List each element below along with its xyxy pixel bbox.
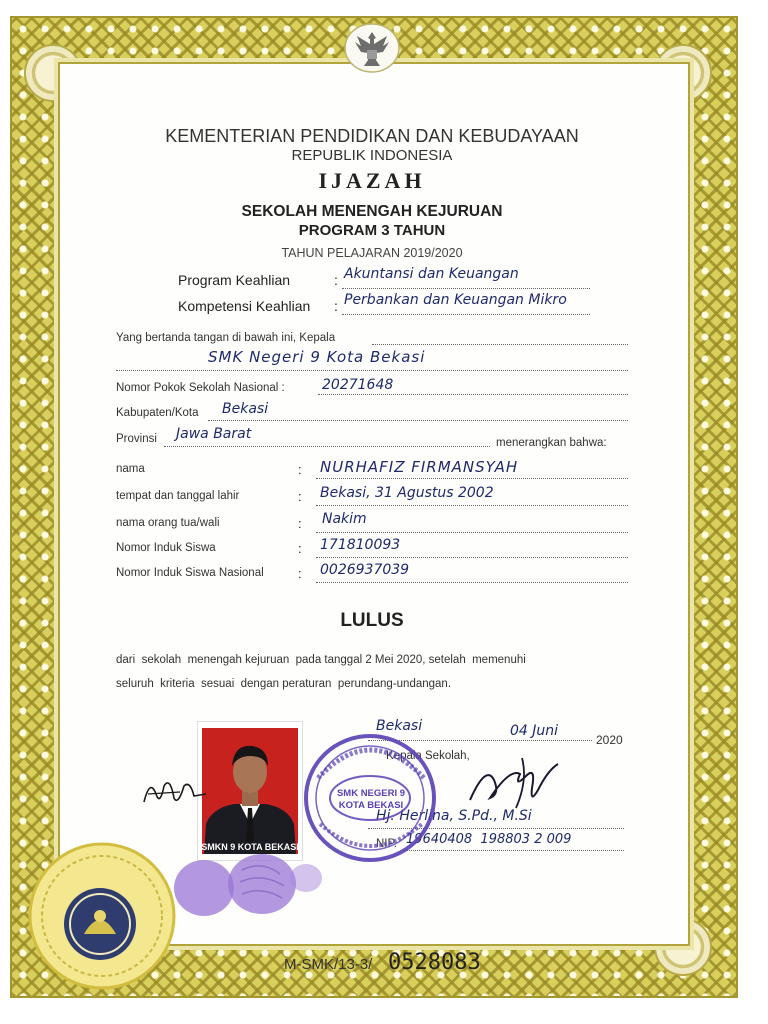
student-name-value: NURHAFIZ FIRMANSYAH xyxy=(320,458,519,476)
program-duration: PROGRAM 3 TAHUN xyxy=(298,222,446,239)
nis-value: 171810093 xyxy=(320,537,401,553)
photo-caption: SMKN 9 KOTA BEKASI xyxy=(201,842,299,852)
field-colon: : xyxy=(334,298,338,314)
birth-value: Bekasi, 31 Agustus 2002 xyxy=(320,485,494,501)
stamp-text-line1: SMK NEGERI 9 xyxy=(336,788,406,799)
dotted-line xyxy=(316,532,628,533)
dotted-line xyxy=(116,370,628,371)
principal-name: Hj. Herlina, S.Pd., M.Si xyxy=(376,808,532,824)
field-colon: : xyxy=(298,462,302,477)
student-portrait-icon xyxy=(202,728,298,854)
npsn-value: 20271648 xyxy=(322,377,394,393)
provinsi-value: Jawa Barat xyxy=(176,426,252,442)
stamp-text-line2: KOTA BEKASI xyxy=(338,800,404,811)
school-stamp xyxy=(300,728,448,870)
serial-number: 0528083 xyxy=(388,950,481,975)
academic-year: TAHUN PELAJARAN 2019/2020 xyxy=(281,246,463,260)
hologram-seal xyxy=(28,842,176,990)
nip-label: NIP. xyxy=(376,838,397,850)
parent-value: Nakim xyxy=(322,511,367,527)
serial-prefix: M-SMK/13-3/ xyxy=(284,956,373,973)
nisn-value: 0026937039 xyxy=(320,562,410,578)
dotted-line xyxy=(372,344,628,345)
result-statement-line2: seluruh kriteria sesuai dengan peraturan perundang-undangan. xyxy=(116,678,452,690)
field-colon: : xyxy=(298,566,302,581)
kabupaten-value: Bekasi xyxy=(222,401,269,417)
parent-label: nama orang tua/wali xyxy=(116,517,220,529)
provinsi-label: Provinsi xyxy=(116,433,157,445)
field-colon: : xyxy=(298,516,302,531)
graduation-status: LULUS xyxy=(340,610,404,631)
dotted-line xyxy=(208,420,628,421)
field-colon: : xyxy=(298,489,302,504)
signature-year: 2020 xyxy=(596,733,623,747)
principal-signature xyxy=(462,754,562,812)
country-name: REPUBLIK INDONESIA xyxy=(291,147,453,164)
school-name: SMK Negeri 9 Kota Bekasi xyxy=(208,348,426,366)
program-keahlian-label: Program Keahlian xyxy=(178,272,291,288)
dotted-line xyxy=(318,394,628,395)
result-statement-line1: dari sekolah menengah kejuruan pada tanggal 2 Mei 2020, setelah memenuhi xyxy=(116,654,526,666)
birth-label: tempat dan tanggal lahir xyxy=(116,490,240,502)
ministry-name: KEMENTERIAN PENDIDIKAN DAN KEBUDAYAAN xyxy=(165,126,579,146)
nisn-label: Nomor Induk Siswa Nasional xyxy=(116,567,264,579)
school-type: SEKOLAH MENENGAH KEJURUAN xyxy=(241,203,503,220)
signature-date: 04 Juni xyxy=(510,723,559,739)
dotted-line xyxy=(316,505,628,506)
dotted-line xyxy=(164,446,490,447)
program-keahlian-value: Akuntansi dan Keuangan xyxy=(344,266,519,282)
dotted-line xyxy=(316,582,628,583)
dotted-line xyxy=(342,288,590,289)
student-signature xyxy=(140,772,210,812)
signer-intro: Yang bertanda tangan di bawah ini, Kepala xyxy=(116,332,336,344)
signature-place: Bekasi xyxy=(376,718,423,734)
kompetensi-keahlian-value: Perbankan dan Keuangan Mikro xyxy=(344,292,567,308)
nip-value: 19640408 198803 2 009 xyxy=(406,832,572,847)
garuda-emblem-icon xyxy=(343,22,401,74)
field-colon: : xyxy=(298,541,302,556)
student-name-label: nama xyxy=(116,463,145,475)
kompetensi-keahlian-label: Kompetensi Keahlian xyxy=(178,298,311,314)
declares-text: menerangkan bahwa: xyxy=(496,437,607,449)
principal-role: Kepala Sekolah, xyxy=(386,750,470,762)
dotted-line xyxy=(316,478,628,479)
student-photo xyxy=(198,722,302,860)
document-title: IJAZAH xyxy=(318,168,426,193)
kabupaten-label: Kabupaten/Kota xyxy=(116,407,199,419)
npsn-label: Nomor Pokok Sekolah Nasional : xyxy=(116,382,285,394)
field-colon: : xyxy=(334,272,338,288)
nis-label: Nomor Induk Siswa xyxy=(116,542,216,554)
dotted-line xyxy=(316,557,628,558)
dotted-line xyxy=(342,314,590,315)
